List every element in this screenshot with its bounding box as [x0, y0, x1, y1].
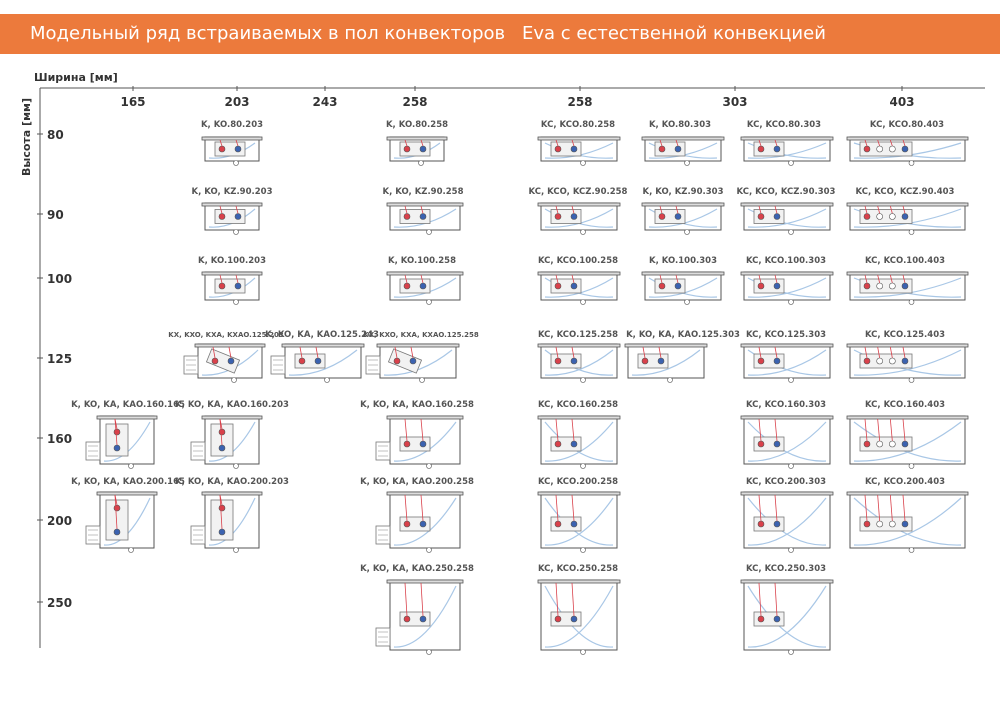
model-label: KC, KCO.200.403 — [864, 477, 946, 487]
width-tick-label: 403 — [889, 95, 915, 109]
height-tick-label: 90 — [47, 208, 64, 222]
grille — [642, 272, 724, 275]
convector-model — [198, 256, 266, 305]
hot-connection-icon — [404, 441, 410, 447]
cold-connection-icon — [410, 358, 416, 364]
cold-connection-icon — [420, 214, 426, 220]
drain-icon — [234, 161, 239, 166]
model-label: K, KO, KA, KAO.160.165 — [71, 400, 185, 410]
cold-connection-icon — [235, 283, 241, 289]
model-label: KC, KCO.80.403 — [869, 120, 945, 130]
drain-icon — [325, 378, 330, 383]
model-label: KC, KCO.125.303 — [745, 330, 827, 340]
hot-connection-icon — [758, 358, 764, 364]
convector-model — [847, 187, 968, 235]
convector-model — [265, 330, 379, 383]
hot-connection-icon — [758, 146, 764, 152]
grille — [741, 492, 833, 495]
drain-icon — [685, 230, 690, 235]
cold-connection-icon — [571, 283, 577, 289]
hot-connection-icon — [864, 521, 870, 527]
drain-icon — [581, 650, 586, 655]
grille — [847, 492, 968, 495]
hot-connection-icon — [299, 358, 305, 364]
hot-connection-icon — [555, 214, 561, 220]
convector-model — [538, 564, 620, 655]
hot-connection-icon — [758, 283, 764, 289]
convector-model — [538, 330, 620, 383]
convector-model — [538, 120, 620, 166]
drain-icon — [129, 548, 134, 553]
height-tick-label: 80 — [47, 128, 64, 142]
grille — [847, 203, 968, 206]
hot-connection-icon — [219, 146, 225, 152]
model-label: K, KO.80.258 — [385, 120, 449, 130]
width-tick-label: 303 — [722, 95, 748, 109]
cold-connection-icon — [902, 441, 908, 447]
convector-model — [360, 477, 474, 553]
grille — [387, 416, 463, 419]
convector-model — [741, 400, 833, 469]
drain-icon — [789, 300, 794, 305]
hot-connection-icon — [114, 429, 120, 435]
grille — [741, 580, 833, 583]
grille — [538, 580, 620, 583]
drain-icon — [909, 464, 914, 469]
hot-connection-icon — [864, 146, 870, 152]
convector-model — [741, 477, 833, 553]
drain-icon — [234, 230, 239, 235]
cold-connection-icon — [235, 146, 241, 152]
grille — [847, 416, 968, 419]
grille — [538, 137, 620, 140]
drain-icon — [685, 300, 690, 305]
grille — [538, 492, 620, 495]
model-label: KC, KCO.250.303 — [745, 564, 827, 574]
convector-model — [847, 330, 968, 383]
grille — [195, 344, 265, 347]
model-label: KC, KCO.80.258 — [540, 120, 616, 130]
drain-icon — [427, 548, 432, 553]
drain-icon — [668, 378, 673, 383]
cold-connection-icon — [902, 283, 908, 289]
model-label: K, KO.80.303 — [648, 120, 712, 130]
grille — [847, 272, 968, 275]
connection-icon — [889, 441, 895, 447]
hot-connection-icon — [659, 214, 665, 220]
grille — [377, 344, 459, 347]
connection-icon — [889, 146, 895, 152]
width-tick-label: 203 — [224, 95, 250, 109]
convector-model — [363, 331, 479, 383]
height-tick-label: 100 — [47, 272, 73, 286]
convector-model — [201, 120, 263, 166]
convector-model — [386, 120, 448, 166]
hot-connection-icon — [864, 441, 870, 447]
grille — [387, 492, 463, 495]
cold-connection-icon — [774, 441, 780, 447]
cold-connection-icon — [420, 521, 426, 527]
hot-connection-icon — [404, 214, 410, 220]
model-label: K, KO.80.203 — [200, 120, 264, 130]
cold-connection-icon — [774, 358, 780, 364]
grille — [282, 344, 364, 347]
cold-connection-icon — [420, 146, 426, 152]
width-tick-label: 258 — [402, 95, 428, 109]
grille — [642, 137, 724, 140]
model-label: K, KO, KA, KAO.250.258 — [360, 564, 474, 574]
grille — [97, 416, 157, 419]
model-label: KC, KCO.125.403 — [864, 330, 946, 340]
drain-icon — [427, 300, 432, 305]
grille — [202, 203, 262, 206]
grille — [538, 272, 620, 275]
hot-connection-icon — [219, 505, 225, 511]
cold-connection-icon — [774, 146, 780, 152]
cold-connection-icon — [902, 214, 908, 220]
connection-icon — [889, 214, 895, 220]
cold-connection-icon — [571, 358, 577, 364]
model-label: KC, KCO.160.403 — [864, 400, 946, 410]
grille — [387, 137, 447, 140]
model-label: KC, KCO.100.258 — [537, 256, 619, 266]
model-label: KC, KCO.80.303 — [746, 120, 822, 130]
drain-icon — [789, 464, 794, 469]
drain-icon — [909, 300, 914, 305]
drain-icon — [234, 300, 239, 305]
model-label: KC, KCO.200.258 — [537, 477, 619, 487]
drain-icon — [581, 548, 586, 553]
hot-connection-icon — [219, 429, 225, 435]
convector-model — [642, 187, 724, 235]
grille — [387, 580, 463, 583]
model-label: KX, KXO, KXA, KXAO.125.203 — [168, 331, 284, 339]
hot-connection-icon — [555, 521, 561, 527]
cold-connection-icon — [571, 214, 577, 220]
height-tick-label: 125 — [47, 352, 73, 366]
grille — [202, 272, 262, 275]
convector-model — [642, 120, 724, 166]
connection-icon — [889, 521, 895, 527]
cold-connection-icon — [114, 445, 120, 451]
cold-connection-icon — [571, 146, 577, 152]
cold-connection-icon — [219, 529, 225, 535]
grille — [202, 492, 262, 495]
drain-icon — [909, 230, 914, 235]
cold-connection-icon — [902, 358, 908, 364]
hot-connection-icon — [659, 146, 665, 152]
cold-connection-icon — [571, 521, 577, 527]
hot-connection-icon — [404, 283, 410, 289]
model-label: K, KO, KA, KAO.200.165 — [71, 477, 185, 487]
page-title: Модельный ряд встраиваемых в пол конвекторов — [30, 23, 506, 44]
hot-connection-icon — [404, 616, 410, 622]
page-subtitle: Eva с естественной конвекцией — [522, 23, 826, 44]
hot-connection-icon — [758, 521, 764, 527]
convector-model — [642, 256, 724, 305]
model-label: K, KO.100.203 — [198, 256, 266, 266]
model-label: K, KO, KZ.90.258 — [382, 187, 464, 197]
convector-model — [538, 477, 620, 553]
cold-connection-icon — [315, 358, 321, 364]
convector-model — [847, 400, 968, 469]
hot-connection-icon — [555, 146, 561, 152]
model-label: K, KO, KA, KAO.125.303 — [626, 330, 740, 340]
grille — [538, 344, 620, 347]
drain-icon — [909, 161, 914, 166]
width-axis-label: Ширина [мм] — [34, 71, 118, 84]
grille — [97, 492, 157, 495]
convector-model — [741, 120, 833, 166]
convector-model — [737, 187, 836, 235]
model-label: K, KO, KZ.90.203 — [191, 187, 273, 197]
convector-model — [741, 256, 833, 305]
drain-icon — [789, 230, 794, 235]
hot-connection-icon — [864, 358, 870, 364]
cold-connection-icon — [675, 214, 681, 220]
hot-connection-icon — [758, 214, 764, 220]
convector-model — [538, 256, 620, 305]
drain-icon — [685, 161, 690, 166]
drain-icon — [420, 378, 425, 383]
convector-model — [71, 477, 185, 553]
hot-connection-icon — [219, 283, 225, 289]
drain-icon — [789, 161, 794, 166]
cold-connection-icon — [235, 214, 241, 220]
cold-connection-icon — [902, 521, 908, 527]
hot-connection-icon — [212, 358, 218, 364]
width-tick-label: 165 — [120, 95, 146, 109]
cold-connection-icon — [420, 441, 426, 447]
convector-model — [71, 400, 185, 469]
model-label: K, KO.100.258 — [388, 256, 456, 266]
connection-icon — [877, 358, 883, 364]
model-label: K, KO.100.303 — [649, 256, 717, 266]
hot-connection-icon — [864, 283, 870, 289]
hot-connection-icon — [758, 441, 764, 447]
cold-connection-icon — [774, 283, 780, 289]
convector-model — [741, 564, 833, 655]
cold-connection-icon — [902, 146, 908, 152]
model-label: K, KO, KZ.90.303 — [642, 187, 724, 197]
model-label: KC, KCO.100.303 — [745, 256, 827, 266]
model-label: KC, KCO, KCZ.90.403 — [855, 187, 955, 197]
grille — [741, 272, 833, 275]
grille — [387, 272, 463, 275]
drain-icon — [789, 378, 794, 383]
model-label: KC, KCO.100.403 — [864, 256, 946, 266]
model-label: KC, KCO.200.303 — [745, 477, 827, 487]
cold-connection-icon — [420, 616, 426, 622]
convector-model — [383, 187, 464, 235]
width-tick-label: 243 — [312, 95, 338, 109]
convector-model — [387, 256, 463, 305]
grille — [625, 344, 707, 347]
hot-connection-icon — [555, 358, 561, 364]
convector-model — [847, 477, 968, 553]
connection-icon — [877, 521, 883, 527]
width-tick-label: 258 — [567, 95, 593, 109]
grille — [741, 344, 833, 347]
hot-connection-icon — [394, 358, 400, 364]
convector-model — [192, 187, 273, 235]
height-tick-label: 160 — [47, 432, 73, 446]
model-label: K, KO, KA, KAO.160.203 — [175, 400, 289, 410]
cold-connection-icon — [774, 616, 780, 622]
drain-icon — [909, 378, 914, 383]
convector-model — [625, 330, 740, 383]
cold-connection-icon — [774, 214, 780, 220]
drain-icon — [427, 230, 432, 235]
model-label: K, KO, KA, KAO.125.243 — [265, 330, 379, 340]
grille — [387, 203, 463, 206]
grille — [202, 416, 262, 419]
hot-connection-icon — [758, 616, 764, 622]
cold-connection-icon — [420, 283, 426, 289]
hot-connection-icon — [659, 283, 665, 289]
cold-connection-icon — [571, 441, 577, 447]
height-tick-label: 200 — [47, 514, 73, 528]
model-label: KX, KXO, KXA, KXAO.125.258 — [363, 331, 479, 339]
grille — [741, 203, 833, 206]
cold-connection-icon — [675, 146, 681, 152]
connection-icon — [889, 358, 895, 364]
connection-icon — [877, 214, 883, 220]
model-label: KC, KCO, KCZ.90.303 — [736, 187, 836, 197]
height-axis-label: Высота [мм] — [20, 97, 33, 176]
convector-model — [847, 256, 968, 305]
hot-connection-icon — [555, 616, 561, 622]
drain-icon — [789, 548, 794, 553]
drain-icon — [234, 464, 239, 469]
model-label: KC, KCO.250.258 — [537, 564, 619, 574]
drain-icon — [427, 464, 432, 469]
connection-icon — [877, 283, 883, 289]
model-label: K, KO, KA, KAO.160.258 — [360, 400, 474, 410]
cold-connection-icon — [228, 358, 234, 364]
model-label: KC, KCO.125.258 — [537, 330, 619, 340]
convector-model — [847, 120, 968, 166]
grille — [538, 416, 620, 419]
drain-icon — [581, 464, 586, 469]
drain-icon — [581, 161, 586, 166]
drain-icon — [581, 378, 586, 383]
cold-connection-icon — [571, 616, 577, 622]
drain-icon — [581, 230, 586, 235]
drain-icon — [581, 300, 586, 305]
cold-connection-icon — [774, 521, 780, 527]
drain-icon — [234, 548, 239, 553]
drain-icon — [909, 548, 914, 553]
grille — [741, 416, 833, 419]
drain-icon — [129, 464, 134, 469]
cold-connection-icon — [658, 358, 664, 364]
model-label: K, KO, KA, KAO.200.203 — [175, 477, 289, 487]
grille — [741, 137, 833, 140]
connection-icon — [889, 283, 895, 289]
hot-connection-icon — [555, 441, 561, 447]
cold-connection-icon — [675, 283, 681, 289]
grille — [538, 203, 620, 206]
hot-connection-icon — [114, 505, 120, 511]
grille — [847, 137, 968, 140]
height-tick-label: 250 — [47, 596, 73, 610]
model-label: KC, KCO, KCZ.90.258 — [528, 187, 628, 197]
drain-icon — [419, 161, 424, 166]
convector-model — [538, 400, 620, 469]
hot-connection-icon — [219, 214, 225, 220]
connection-icon — [877, 146, 883, 152]
hot-connection-icon — [864, 214, 870, 220]
convector-model — [360, 564, 474, 655]
model-label: KC, KCO.160.258 — [537, 400, 619, 410]
convector-model — [741, 330, 833, 383]
convector-model — [175, 400, 289, 469]
drain-icon — [789, 650, 794, 655]
drain-icon — [232, 378, 237, 383]
hot-connection-icon — [404, 146, 410, 152]
convector-model — [175, 477, 289, 553]
grille — [642, 203, 724, 206]
cold-connection-icon — [219, 445, 225, 451]
hot-connection-icon — [404, 521, 410, 527]
grille — [847, 344, 968, 347]
hot-connection-icon — [555, 283, 561, 289]
model-label: KC, KCO.160.303 — [745, 400, 827, 410]
grille — [202, 137, 262, 140]
hot-connection-icon — [642, 358, 648, 364]
cold-connection-icon — [114, 529, 120, 535]
model-label: K, KO, KA, KAO.200.258 — [360, 477, 474, 487]
convector-model — [529, 187, 628, 235]
convector-model — [360, 400, 474, 469]
connection-icon — [877, 441, 883, 447]
drain-icon — [427, 650, 432, 655]
